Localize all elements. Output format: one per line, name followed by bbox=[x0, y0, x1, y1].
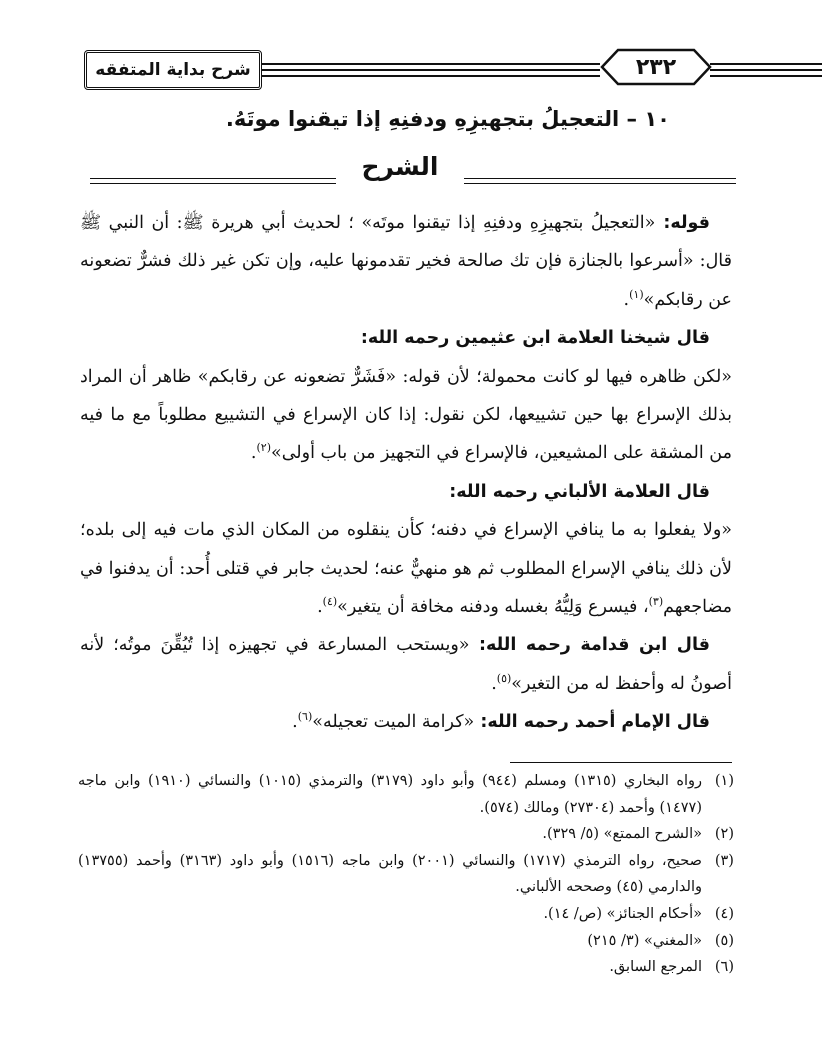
item-heading: ١٠ – التعجيلُ بتجهيزِهِ ودفنِهِ إذا تيقنوا موتَهُ. bbox=[225, 107, 670, 131]
section-rule-right bbox=[464, 178, 736, 184]
footnote-number: (١) bbox=[714, 773, 734, 789]
footnote-number: (٢) bbox=[714, 826, 734, 843]
paragraph bbox=[80, 511, 732, 626]
header-rule bbox=[710, 69, 822, 71]
footnote-text: صحيح، رواه الترمذي (١٧١٧) والنسائي (٢٠٠١) وابن ماجه (١٥١٦) وأبو داود (٣١٦٣) وأحمد (١٣٧٥٥) والدارمي (٤٥) وصححه الألباني. bbox=[78, 852, 702, 896]
paragraph-text: «كرامة الميت تعجيله» bbox=[312, 712, 475, 733]
paragraph-tail: . bbox=[317, 597, 323, 618]
header-rule bbox=[256, 63, 600, 65]
paragraph-text: «التعجيلُ بتجهيزِهِ ودفنِهِ إذا تيقنوا موتَه» ؛ لحديث أبي هريرة ﷺ: أن النبي ﷺ قال: «أسرعوا بالجنازة فإن تك صالحة فخير تقدمونها عليه، وإن تكن غير ذلك فشرٌّ تضعونه عن رقابكم» bbox=[80, 213, 732, 310]
footnote-text: «الشرح الممتع» (٥/ ٣٢٩). bbox=[542, 826, 702, 843]
footnote-text: «أحكام الجنائز» (ص/ ١٤). bbox=[543, 905, 702, 922]
page-number-badge bbox=[600, 47, 712, 87]
section-title: الشرح bbox=[361, 152, 439, 181]
header-rule bbox=[256, 69, 600, 71]
book-title: شرح بداية المتفقه bbox=[84, 50, 262, 90]
section-rule-left bbox=[90, 178, 336, 184]
page-header bbox=[60, 44, 822, 96]
footnote-ref: (٢) bbox=[256, 441, 272, 455]
quote-heading: قال العلامة الألباني رحمه الله: bbox=[449, 481, 710, 502]
paragraph-text: «لكن ظاهره فيها لو كانت محمولة؛ لأن قوله: «فَشَرٌّ تضعونه عن رقابكم» ظاهر أن المراد بذلك الإسراع بها حين تشييعها، لكن نقول: إذا كان الإسراع في التشييع مطلوباً مع ما فيه من المشقة على المشيعين، فالإسراع في التجهيز من باب أولى» bbox=[80, 366, 732, 464]
paragraph-tail: . bbox=[623, 289, 630, 310]
section-title-bar bbox=[0, 150, 830, 194]
footnote-ref: (٣) bbox=[648, 595, 664, 609]
paragraph-text: «ويستحب المسارعة في تجهيزه إذا تُيُقِّنَ موتُه؛ لأنه أصونُ له وأحفظ له من التغير» bbox=[80, 635, 732, 694]
paragraph-lead: قال ابن قدامة رحمه الله: bbox=[469, 635, 710, 656]
footnote bbox=[78, 901, 734, 928]
footnote-number: (٤) bbox=[714, 905, 734, 922]
footnote-ref: (٤) bbox=[322, 595, 338, 609]
footnote bbox=[78, 954, 734, 981]
footnote-number: (٣) bbox=[714, 852, 734, 869]
footnote-number: (٥) bbox=[714, 932, 734, 949]
footnote bbox=[78, 928, 734, 955]
paragraph-tail: . bbox=[292, 712, 298, 733]
footnote-ref: (١) bbox=[629, 287, 644, 301]
paragraph bbox=[80, 703, 732, 741]
paragraph-lead: قوله: bbox=[655, 213, 710, 233]
footnote-ref: (٥) bbox=[496, 672, 512, 686]
footnote-text: رواه البخاري (١٣١٥) ومسلم (٩٤٤) وأبو داود (٣١٧٩) والترمذي (١٠١٥) والنسائي (١٩١٠) وابن ماجه (١٤٧٧) وأحمد (٢٧٣٠٤) ومالك (٥٧٤). bbox=[78, 773, 702, 816]
header-rule bbox=[710, 63, 822, 65]
commentary-body bbox=[80, 204, 732, 742]
paragraph bbox=[80, 626, 732, 703]
footnote bbox=[78, 768, 734, 821]
paragraph-tail: . bbox=[250, 443, 257, 464]
paragraph bbox=[80, 358, 732, 473]
paragraph bbox=[80, 204, 732, 319]
paragraph-text-2: ، فيسرع وَلِيُّهُ بغسله ودفنه مخافة أن يتغير» bbox=[337, 597, 649, 618]
paragraph-text: «ولا يفعلوا به ما ينافي الإسراع في دفنه؛ كأن ينقلوه من المكان الذي مات فيه إلى بلده؛ لأن ذلك ينافي الإسراع المطلوب ثم هو منهيٌّ عنه؛ لحديث جابر في قتلى أُحد: أن يدفنوا في مضاجعهم bbox=[80, 520, 732, 618]
footnote-number: (٦) bbox=[714, 959, 734, 976]
footnote bbox=[78, 821, 734, 848]
footnote-separator bbox=[510, 762, 732, 763]
footnote bbox=[78, 848, 734, 901]
footnote-ref: (٦) bbox=[297, 710, 313, 724]
footnotes bbox=[78, 768, 734, 981]
footnote-text: «المغني» (٣/ ٢١٥) bbox=[587, 932, 702, 949]
footnote-text: المرجع السابق. bbox=[609, 959, 702, 976]
quote-heading: قال شيخنا العلامة ابن عثيمين رحمه الله: bbox=[360, 328, 710, 349]
header-rule bbox=[256, 75, 600, 77]
header-rule bbox=[710, 75, 822, 77]
paragraph-tail: . bbox=[491, 673, 497, 694]
page-number: ٢٣٢ bbox=[635, 54, 677, 80]
paragraph-lead: قال الإمام أحمد رحمه الله: bbox=[474, 712, 710, 733]
